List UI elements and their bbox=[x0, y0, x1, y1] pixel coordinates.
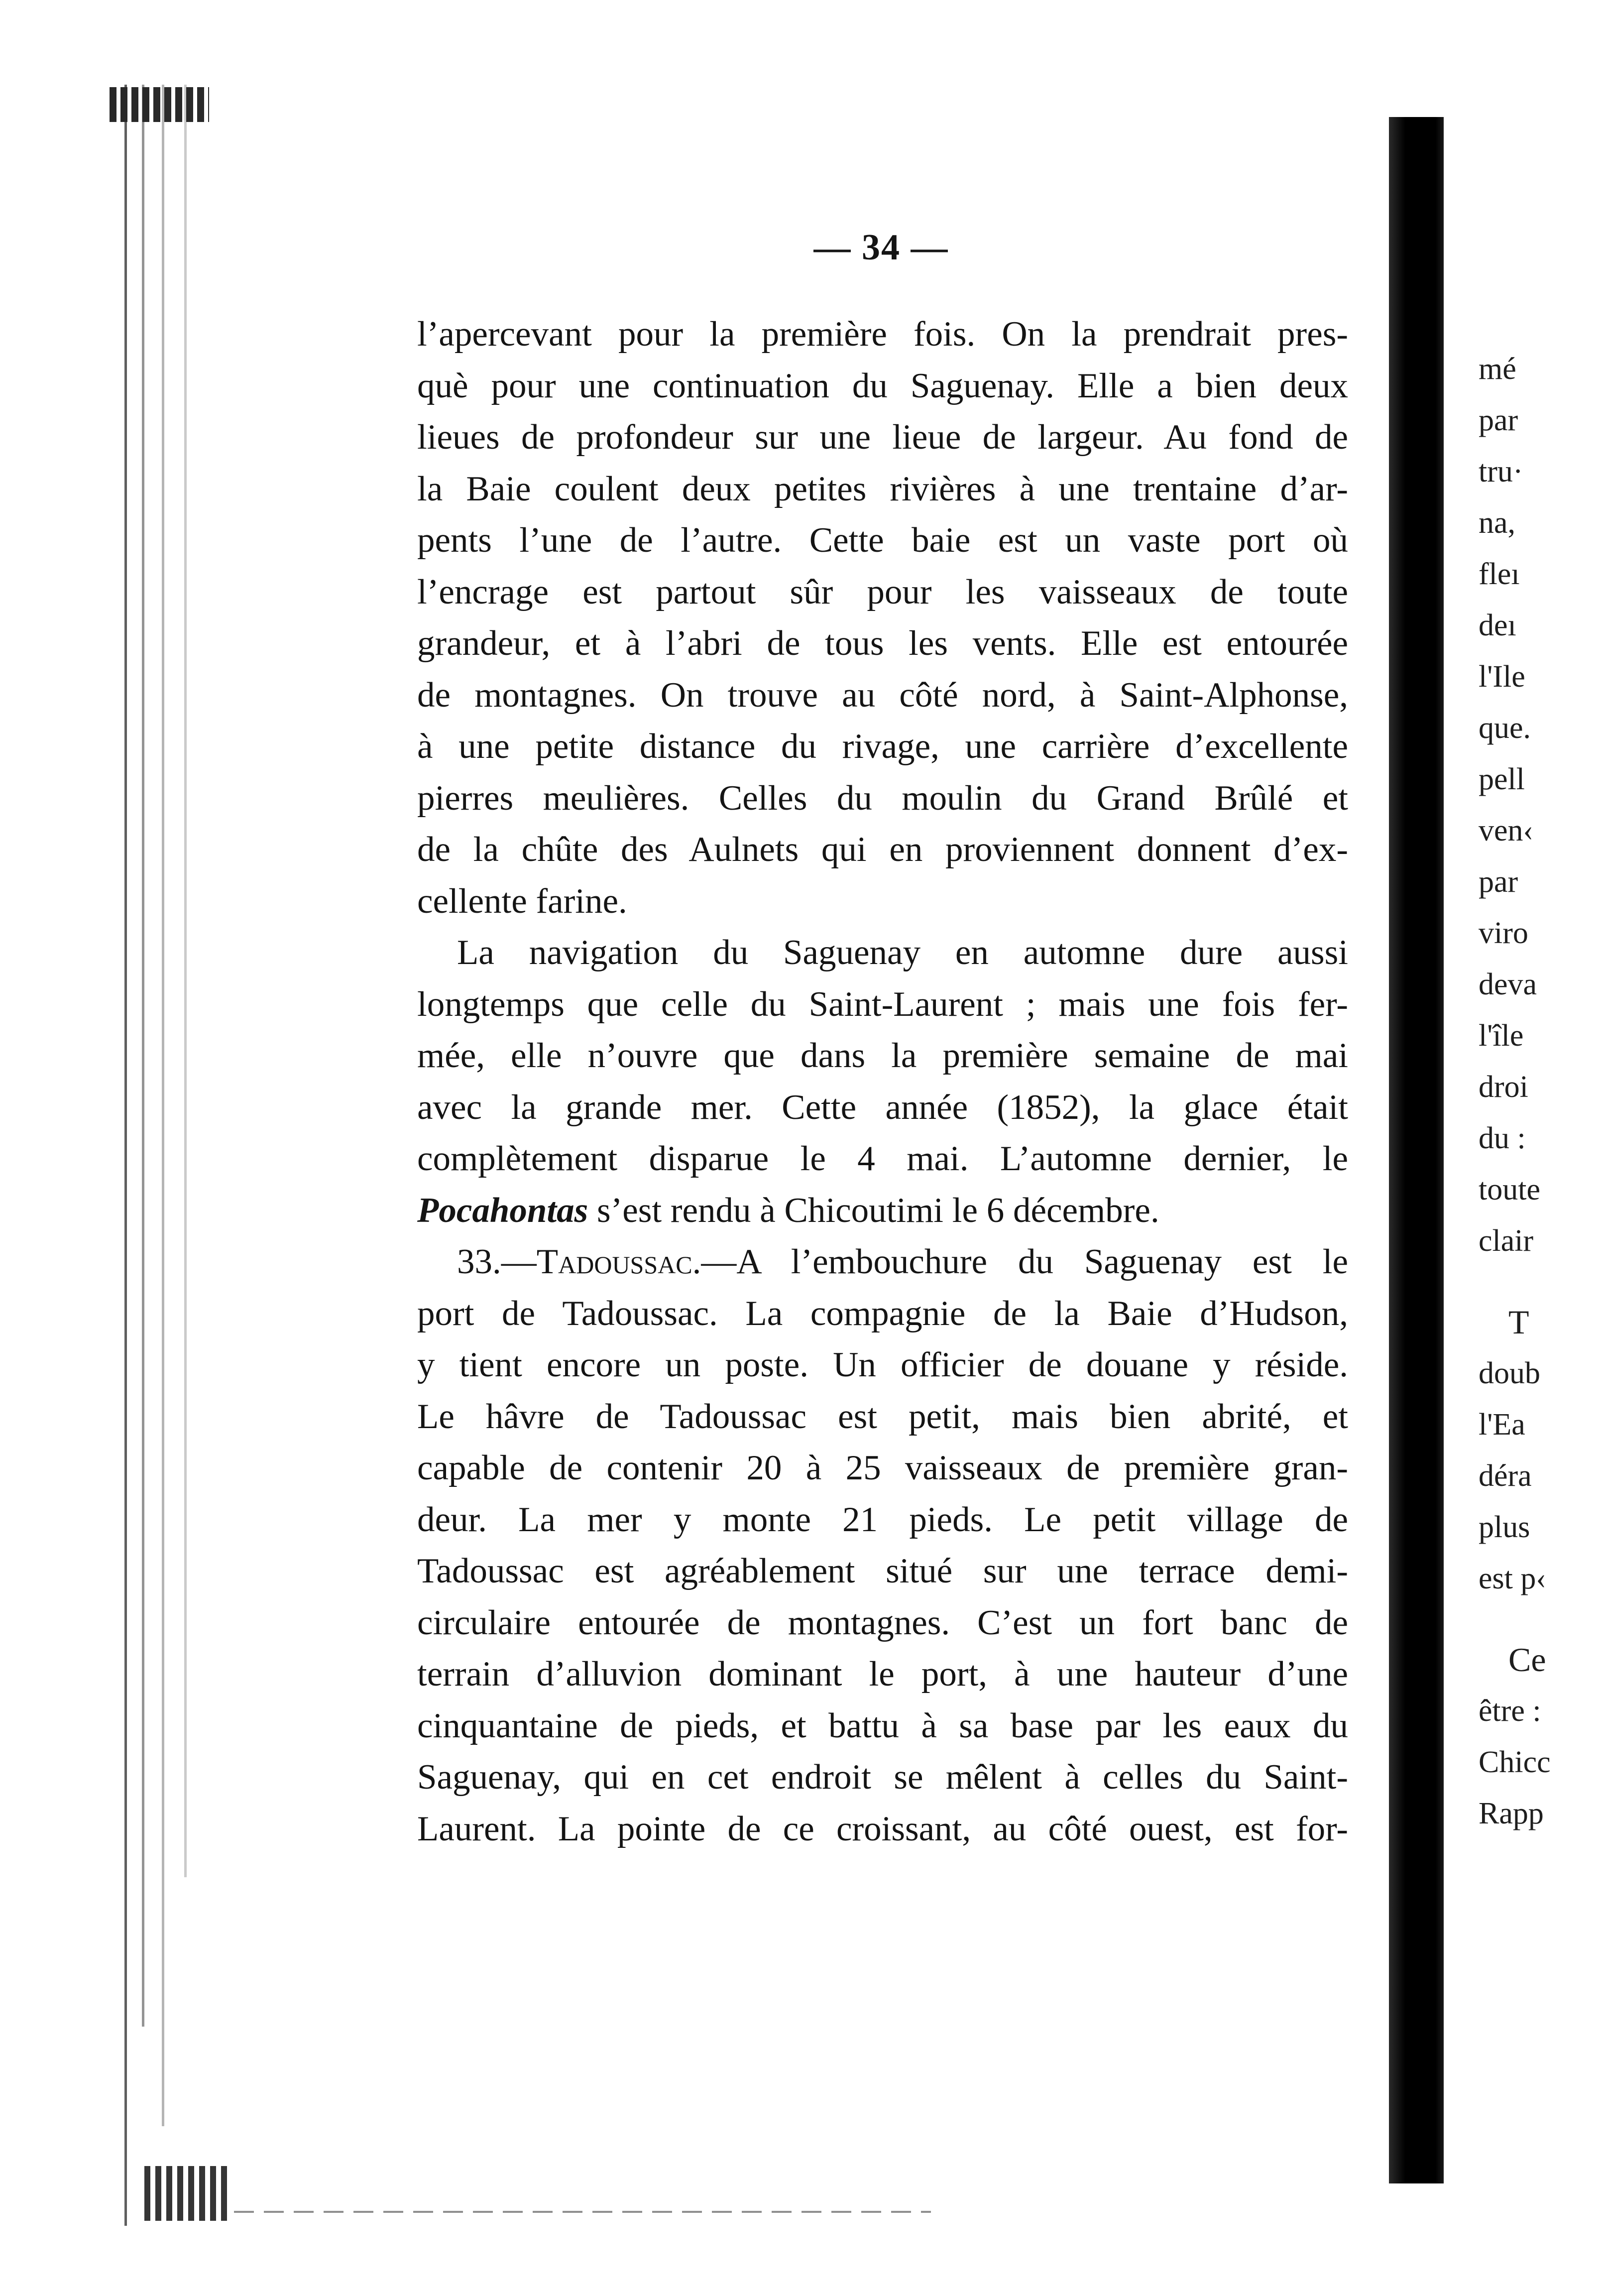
fragment-line: du : bbox=[1479, 1121, 1526, 1155]
fragment-line: deva bbox=[1479, 967, 1537, 1001]
fragment-line: na, bbox=[1479, 506, 1516, 540]
fragment-line: deı bbox=[1479, 608, 1516, 642]
fragment-line: clair bbox=[1479, 1224, 1534, 1258]
text-line: l’apercevant pour la première fois. On la prendrait pres- bbox=[417, 315, 1348, 354]
text-fragment: l’embouchure du Saguenay est le bbox=[791, 1242, 1348, 1281]
fragment-line: doub bbox=[1479, 1356, 1540, 1390]
text-line: La navigation du Saguenay en automne dure aussi bbox=[457, 933, 1348, 972]
text-line: circulaire entourée de montagnes. C’est un fort banc de bbox=[417, 1603, 1348, 1642]
facing-page-fragment bbox=[1479, 344, 1603, 1839]
text-line: què pour une continuation du Saguenay. Elle a bien deux bbox=[417, 366, 1348, 405]
fragment-line: plus bbox=[1479, 1510, 1530, 1544]
text-line: Saguenay, qui en cet endroit se mêlent à celles du Saint- bbox=[417, 1758, 1348, 1797]
text-line: l’encrage est partout sûr pour les vaisseaux de toute bbox=[417, 572, 1348, 611]
text-line: y tient encore un poste. Un officier de douane y réside. bbox=[417, 1345, 1348, 1384]
text-line: cellente farine. bbox=[417, 881, 627, 921]
text-line: de la chûte des Aulnets qui en proviennent donnent d’ex- bbox=[417, 830, 1348, 869]
text-line: grandeur, et à l’abri de tous les vents. Elle est entourée bbox=[417, 624, 1348, 663]
fragment-line: pell bbox=[1479, 762, 1525, 796]
section-dash: —A bbox=[701, 1242, 791, 1281]
text-line: la Baie coulent deux petites rivières à une trentaine d’ar- bbox=[417, 469, 1348, 508]
text-line: à une petite distance du rivage, une carrière d’excellente bbox=[417, 727, 1348, 766]
section-title: Tadoussac. bbox=[536, 1242, 701, 1281]
page-number: — 34 — bbox=[813, 227, 949, 268]
text-line bbox=[417, 1185, 1348, 1237]
text-line: port de Tadoussac. La compagnie de la Baie d’Hudson, bbox=[417, 1294, 1348, 1333]
section-heading-line bbox=[417, 1236, 1348, 1288]
fragment-line: ven‹ bbox=[1479, 814, 1534, 847]
text-line: Tadoussac est agréablement situé sur une terrace demi- bbox=[417, 1552, 1348, 1590]
fragment-line: par bbox=[1479, 865, 1518, 899]
section-number: 33.— bbox=[457, 1242, 537, 1281]
fragment-line: mé bbox=[1479, 352, 1516, 386]
fragment-line: déra bbox=[1479, 1459, 1532, 1493]
fragment-line: l'île bbox=[1479, 1019, 1524, 1053]
binding-edge-marks bbox=[114, 85, 229, 2251]
ship-name: Pocahontas bbox=[417, 1191, 588, 1230]
text-line: pierres meulières. Celles du moulin du Grand Brûlé et bbox=[417, 778, 1348, 818]
fragment-line: T bbox=[1508, 1303, 1529, 1341]
text-line: avec la grande mer. Cette année (1852), la glace était bbox=[417, 1088, 1348, 1127]
text-line: capable de contenir 20 à 25 vaisseaux de première gran- bbox=[417, 1449, 1348, 1487]
text-line: Le hâvre de Tadoussac est petit, mais bien abrité, et bbox=[417, 1397, 1348, 1436]
fragment-line: l'Ea bbox=[1479, 1408, 1525, 1442]
fragment-line: Rapp bbox=[1479, 1797, 1544, 1830]
text-fragment: s’est rendu à Chicoutimi le 6 décembre. bbox=[596, 1191, 1159, 1230]
text-line: Laurent. La pointe de ce croissant, au côté ouest, est for- bbox=[417, 1809, 1348, 1848]
bottom-edge-rule bbox=[234, 2211, 931, 2213]
binding-edge-bottom bbox=[144, 2166, 229, 2221]
text-line: cinquantaine de pieds, et battu à sa base par les eaux du bbox=[417, 1706, 1348, 1745]
fragment-line: droi bbox=[1479, 1070, 1528, 1104]
fragment-line: Chicc bbox=[1479, 1745, 1551, 1779]
gutter-shadow bbox=[1389, 117, 1444, 2183]
body-text bbox=[417, 309, 1348, 1855]
fragment-line: l'Ile bbox=[1479, 660, 1525, 694]
text-line: terrain d’alluvion dominant le port, à une hauteur d’une bbox=[417, 1655, 1348, 1693]
fragment-line: toute bbox=[1479, 1173, 1540, 1207]
text-line: pents l’une de l’autre. Cette baie est un vaste port où bbox=[417, 521, 1348, 560]
text-line: de montagnes. On trouve au côté nord, à Saint-Alphonse, bbox=[417, 675, 1348, 715]
text-line: lieues de profondeur sur une lieue de largeur. Au fond de bbox=[417, 418, 1348, 457]
fragment-line: tru· bbox=[1479, 455, 1523, 488]
text-line: longtemps que celle du Saint-Laurent ; mais une fois fer- bbox=[417, 984, 1348, 1024]
text-line: complètement disparue le 4 mai. L’automne dernier, le bbox=[417, 1139, 1348, 1178]
fragment-line: par bbox=[1479, 403, 1518, 437]
text-line: mée, elle n’ouvre que dans la première semaine de mai bbox=[417, 1036, 1348, 1075]
fragment-line: Ce bbox=[1508, 1641, 1546, 1679]
fragment-line: est p‹ bbox=[1479, 1562, 1547, 1595]
fragment-line: viro bbox=[1479, 916, 1528, 950]
fragment-line: être : bbox=[1479, 1694, 1541, 1728]
fragment-line: que. bbox=[1479, 711, 1531, 745]
text-line: deur. La mer y monte 21 pieds. Le petit village de bbox=[417, 1500, 1348, 1539]
fragment-line: fleı bbox=[1479, 557, 1520, 591]
